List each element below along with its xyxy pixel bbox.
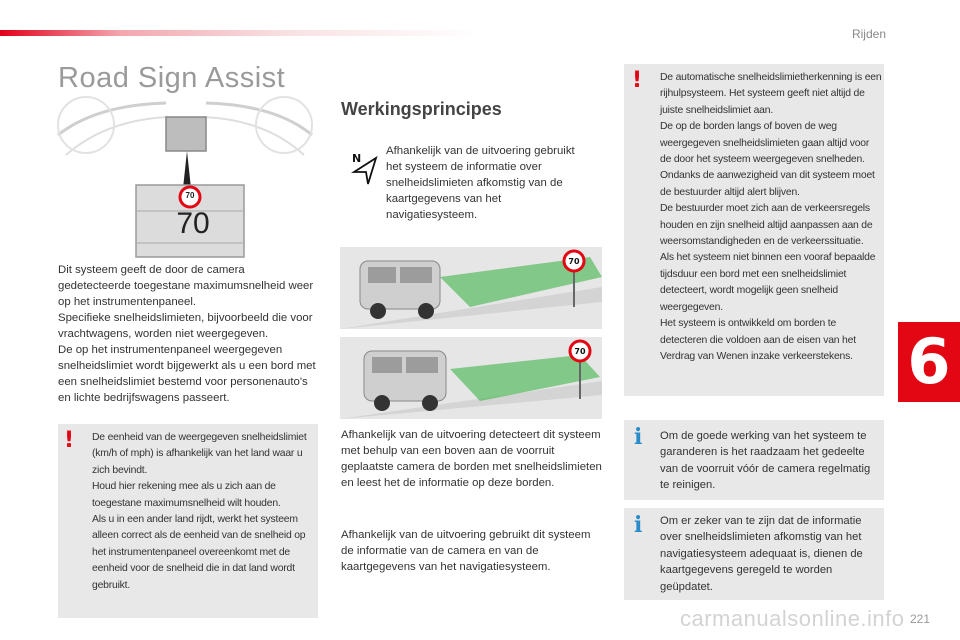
svg-text:N: N [352, 152, 362, 165]
watermark: carmanualsonline.info [680, 606, 905, 631]
car-illustration-2 [340, 337, 602, 419]
svg-text:70: 70 [574, 347, 586, 356]
right-warning-box [624, 64, 884, 396]
section-heading: Werkingsprincipes [341, 99, 502, 119]
section-title: Rijden [851, 27, 886, 41]
info-icon: i [634, 424, 643, 450]
info-box-map-update [624, 508, 884, 600]
left-warning-box [58, 424, 318, 618]
info-cleaning-text: Om de goede werking van het systeem te garanderen is het raadzaam het gedeelte van de voorruit vóór de camera regelmatig te reinigen. [660, 430, 871, 492]
exclamation-icon: ! [632, 68, 643, 93]
page-number: 221 [910, 612, 931, 626]
info-icon: i [634, 512, 643, 538]
navigation-arrow-icon [350, 150, 380, 186]
left-warning-text: De eenheid van de weergegeven snelheidslimiet (km/h of mph) is afhankelijk van het land waar u zich bevindt. Houd hier rekening mee als u zich aan de toegestane maximumsnelheid wilt houden. Als u in een ander land rijdt, werkt het systeem alleen correct als de eenheid van de snelheid op het instrumentenpaneel overeenkomt met de eenheid voor de snelheid die in dat land wordt gebruikt. [92, 432, 307, 591]
chapter-tab: 6 [898, 322, 960, 402]
info-map-update-text: Om er zeker van te zijn dat de informatie over snelheidslimieten afkomstig van het navigatiesysteem adequaat is, dienen de kaartgegevens geregeld te worden geüpdatet. [660, 515, 863, 593]
illustration-display-value: 70 [176, 207, 210, 240]
header-accent-bar [0, 30, 480, 36]
exclamation-icon: ! [64, 428, 75, 453]
page-title: Road Sign Assist [58, 62, 286, 94]
intro-text: Dit systeem geeft de door de camera gedetecteerde toegestane maximumsnelheid weer op het instrumentenpaneel. Specifieke snelheidslimieten, bijvoorbeeld die voor vrachtwagens, worden niet weergegeven. De op het instrumentenpaneel weergegeven snelheidslimiet wordt bijgewerkt als u een bord met een snelheidslimiet bestemd voor personenauto's en lichte bedrijfswagens passeert. [58, 264, 316, 404]
camera-paragraph: Afhankelijk van de uitvoering detecteert dit systeem met behulp van een boven aan de voorruit geplaatste camera de borden met snelheidslimieten en leest het de informatie op deze borden. [341, 429, 602, 489]
navigation-info-text: Afhankelijk van de uitvoering gebruikt het systeem de informatie over snelheidslimieten afkomstig van de kaartgegevens van het navigatiesysteem. [386, 145, 575, 221]
info-box-cleaning [624, 420, 884, 500]
camera-navigation-paragraph: Afhankelijk van de uitvoering gebruikt dit systeem de informatie van de camera en van de kaartgegevens van het navigatiesysteem. [341, 529, 591, 573]
svg-text:70: 70 [568, 257, 580, 266]
car-illustration-1 [340, 247, 602, 329]
right-warning-text: De automatische snelheidslimietherkenning is een rijhulpsysteem. Het systeem geeft niet altijd de juiste snelheidslimiet aan. De op de borden langs of boven de weg weergegeven snelheidslimieten gaan altijd voor de door het systeem weergegeven snelheden. Ondanks de aanwezigheid van dit systeem moet de bestuurder altijd alert blijven. De bestuurder moet zich aan de verkeersregels houden en zijn snelheid altijd aanpassen aan de weersomstandigheden en de verkeerssituatie. Als het systeem niet binnen een vooraf bepaalde tijdsduur een bord met een snelheidslimiet detecteert, wordt mogelijk geen snelheid weergegeven. Het systeem is ontwikkeld om borden te detecteren die voldoen aan de eisen van het Verdrag van Wenen inzake verkeerstekens. [660, 72, 882, 362]
illustration-sign-value: 70 [185, 191, 195, 200]
